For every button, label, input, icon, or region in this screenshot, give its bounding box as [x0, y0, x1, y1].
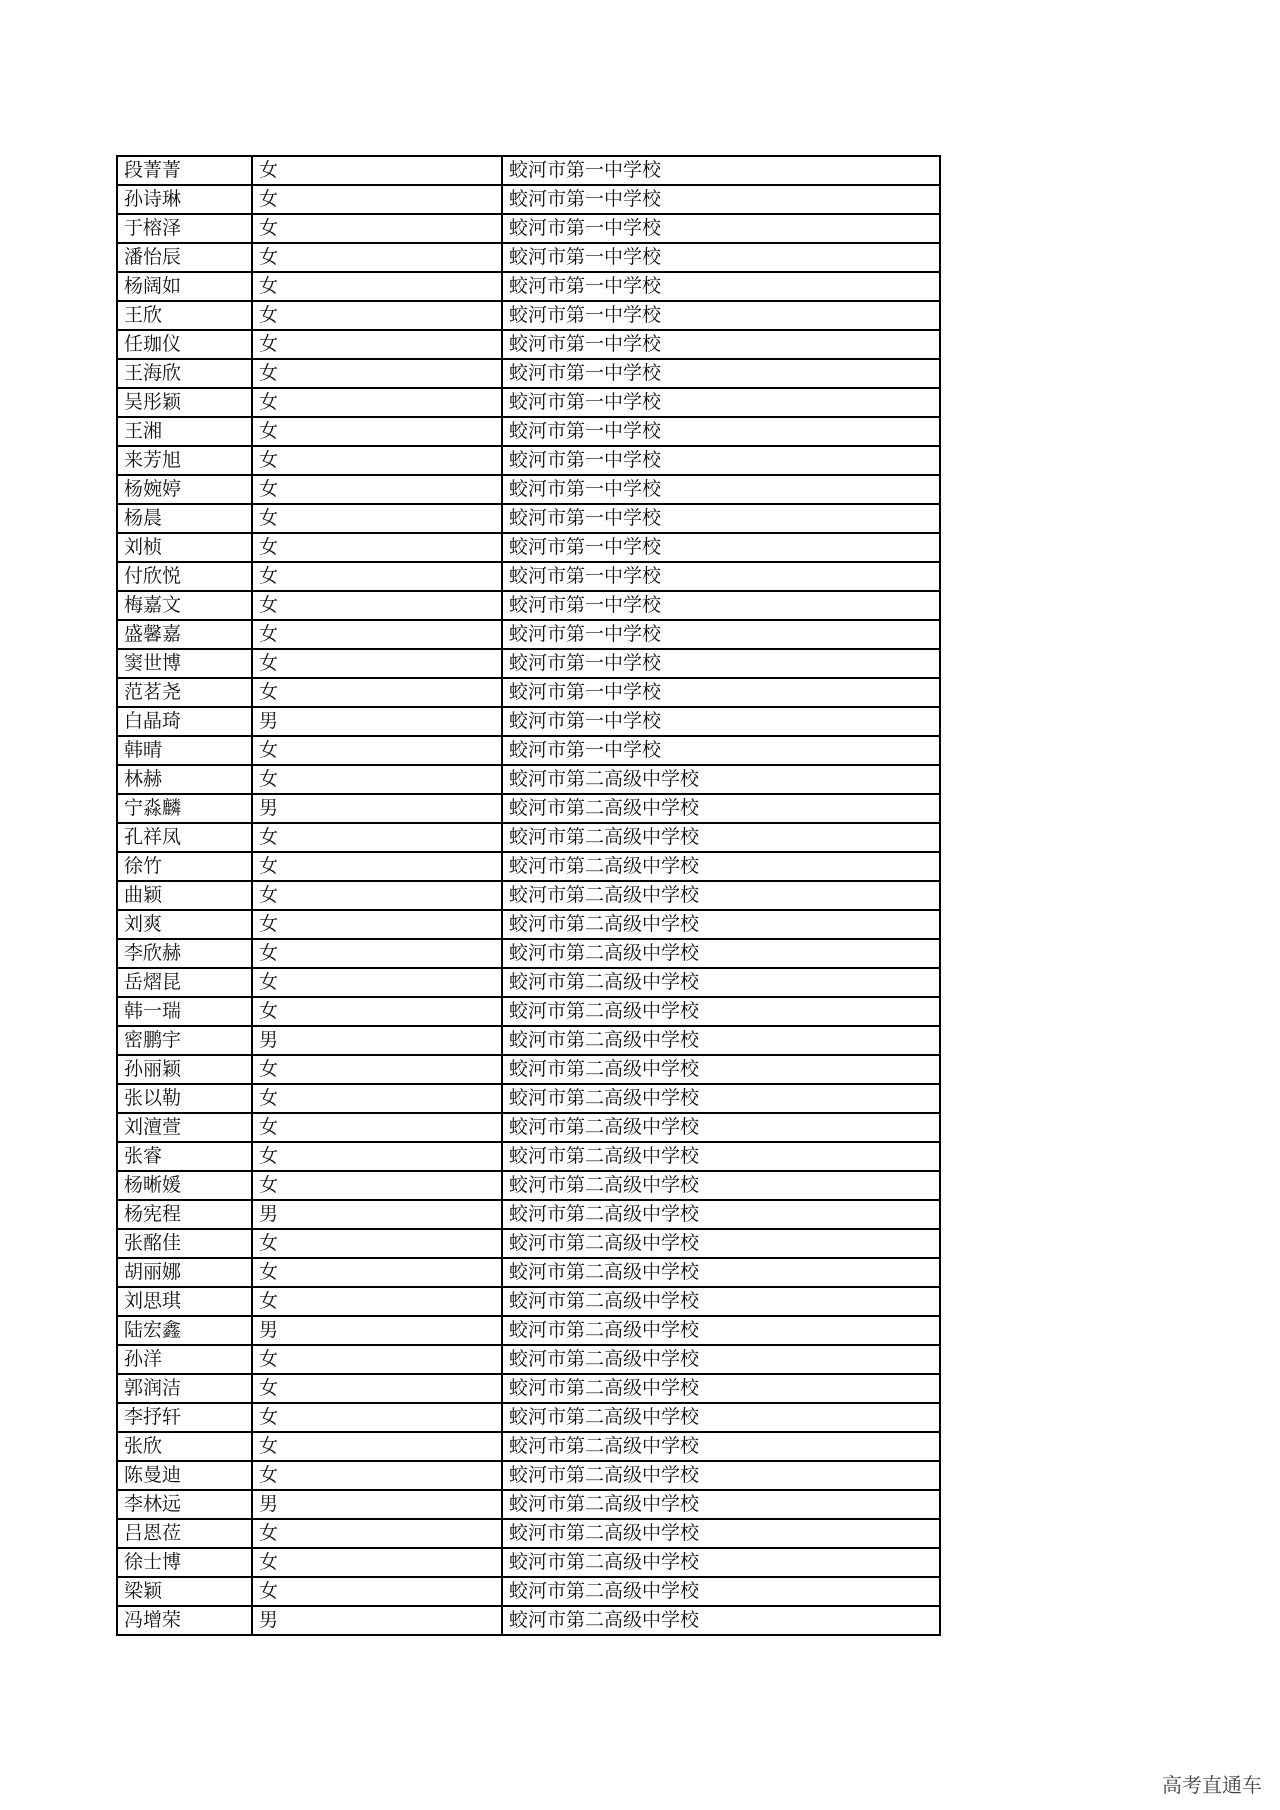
gender-cell: 女 — [252, 968, 502, 997]
gender-cell: 女 — [252, 1548, 502, 1577]
name-cell: 白晶琦 — [117, 707, 252, 736]
name-cell: 李抒轩 — [117, 1403, 252, 1432]
name-cell: 吴彤颖 — [117, 388, 252, 417]
name-cell: 张欣 — [117, 1432, 252, 1461]
watermark-text: 高考直通车 — [1162, 1773, 1262, 1797]
name-cell: 冯增荣 — [117, 1606, 252, 1635]
school-cell: 蛟河市第二高级中学校 — [502, 1316, 940, 1345]
name-cell: 张以勒 — [117, 1084, 252, 1113]
gender-cell: 女 — [252, 446, 502, 475]
gender-cell: 女 — [252, 881, 502, 910]
table-row — [117, 1519, 940, 1548]
school-cell: 蛟河市第一中学校 — [502, 388, 940, 417]
table-row — [117, 475, 940, 504]
table-row — [117, 823, 940, 852]
gender-cell: 女 — [252, 591, 502, 620]
table-row — [117, 504, 940, 533]
gender-cell: 男 — [252, 707, 502, 736]
gender-cell: 女 — [252, 243, 502, 272]
gender-cell: 女 — [252, 1403, 502, 1432]
name-cell: 盛馨嘉 — [117, 620, 252, 649]
table-row — [117, 301, 940, 330]
name-cell: 密鹏宇 — [117, 1026, 252, 1055]
name-cell: 范茗尧 — [117, 678, 252, 707]
school-cell: 蛟河市第二高级中学校 — [502, 910, 940, 939]
gender-cell: 男 — [252, 1316, 502, 1345]
table-row — [117, 1055, 940, 1084]
name-cell: 李林远 — [117, 1490, 252, 1519]
name-cell: 杨阔如 — [117, 272, 252, 301]
table-row — [117, 1171, 940, 1200]
name-cell: 任珈仪 — [117, 330, 252, 359]
table-row — [117, 446, 940, 475]
school-cell: 蛟河市第二高级中学校 — [502, 1200, 940, 1229]
name-cell: 孙洋 — [117, 1345, 252, 1374]
name-cell: 林赫 — [117, 765, 252, 794]
name-cell: 杨婉婷 — [117, 475, 252, 504]
roster-body — [117, 156, 940, 1635]
school-cell: 蛟河市第二高级中学校 — [502, 1084, 940, 1113]
gender-cell: 女 — [252, 1577, 502, 1606]
school-cell: 蛟河市第二高级中学校 — [502, 1113, 940, 1142]
table-row — [117, 1084, 940, 1113]
gender-cell: 女 — [252, 475, 502, 504]
school-cell: 蛟河市第二高级中学校 — [502, 1519, 940, 1548]
name-cell: 张酩佳 — [117, 1229, 252, 1258]
school-cell: 蛟河市第一中学校 — [502, 649, 940, 678]
school-cell: 蛟河市第一中学校 — [502, 301, 940, 330]
name-cell: 郭润洁 — [117, 1374, 252, 1403]
table-row — [117, 1200, 940, 1229]
school-cell: 蛟河市第一中学校 — [502, 272, 940, 301]
school-cell: 蛟河市第一中学校 — [502, 330, 940, 359]
gender-cell: 女 — [252, 214, 502, 243]
school-cell: 蛟河市第二高级中学校 — [502, 1258, 940, 1287]
name-cell: 刘澶萱 — [117, 1113, 252, 1142]
table-row — [117, 852, 940, 881]
name-cell: 付欣悦 — [117, 562, 252, 591]
school-cell: 蛟河市第二高级中学校 — [502, 852, 940, 881]
school-cell: 蛟河市第二高级中学校 — [502, 997, 940, 1026]
table-row — [117, 156, 940, 185]
name-cell: 王欣 — [117, 301, 252, 330]
gender-cell: 男 — [252, 794, 502, 823]
table-row — [117, 388, 940, 417]
table-row — [117, 243, 940, 272]
gender-cell: 女 — [252, 533, 502, 562]
name-cell: 曲颖 — [117, 881, 252, 910]
table-row — [117, 330, 940, 359]
school-cell: 蛟河市第二高级中学校 — [502, 1142, 940, 1171]
table-row — [117, 1113, 940, 1142]
gender-cell: 女 — [252, 1229, 502, 1258]
table-row — [117, 214, 940, 243]
roster-table — [116, 155, 941, 1636]
name-cell: 梁颖 — [117, 1577, 252, 1606]
gender-cell: 女 — [252, 1084, 502, 1113]
gender-cell: 女 — [252, 388, 502, 417]
table-row — [117, 649, 940, 678]
gender-cell: 女 — [252, 1258, 502, 1287]
gender-cell: 女 — [252, 678, 502, 707]
table-row — [117, 678, 940, 707]
school-cell: 蛟河市第二高级中学校 — [502, 1229, 940, 1258]
school-cell: 蛟河市第二高级中学校 — [502, 1432, 940, 1461]
school-cell: 蛟河市第二高级中学校 — [502, 1374, 940, 1403]
table-row — [117, 736, 940, 765]
name-cell: 杨宪程 — [117, 1200, 252, 1229]
gender-cell: 男 — [252, 1490, 502, 1519]
name-cell: 韩晴 — [117, 736, 252, 765]
school-cell: 蛟河市第二高级中学校 — [502, 1606, 940, 1635]
school-cell: 蛟河市第一中学校 — [502, 707, 940, 736]
table-row — [117, 359, 940, 388]
gender-cell: 女 — [252, 359, 502, 388]
gender-cell: 女 — [252, 620, 502, 649]
table-row — [117, 1403, 940, 1432]
table-row — [117, 1345, 940, 1374]
gender-cell: 女 — [252, 1055, 502, 1084]
school-cell: 蛟河市第二高级中学校 — [502, 765, 940, 794]
school-cell: 蛟河市第二高级中学校 — [502, 1403, 940, 1432]
table-row — [117, 1258, 940, 1287]
school-cell: 蛟河市第二高级中学校 — [502, 794, 940, 823]
gender-cell: 女 — [252, 1113, 502, 1142]
school-cell: 蛟河市第二高级中学校 — [502, 1577, 940, 1606]
name-cell: 潘怡辰 — [117, 243, 252, 272]
gender-cell: 女 — [252, 765, 502, 794]
gender-cell: 女 — [252, 997, 502, 1026]
table-row — [117, 765, 940, 794]
table-row — [117, 272, 940, 301]
school-cell: 蛟河市第一中学校 — [502, 185, 940, 214]
table-row — [117, 1577, 940, 1606]
name-cell: 徐士博 — [117, 1548, 252, 1577]
name-cell: 胡丽娜 — [117, 1258, 252, 1287]
gender-cell: 女 — [252, 1461, 502, 1490]
table-row — [117, 881, 940, 910]
gender-cell: 女 — [252, 649, 502, 678]
table-row — [117, 1606, 940, 1635]
table-row — [117, 968, 940, 997]
table-row — [117, 1287, 940, 1316]
name-cell: 刘爽 — [117, 910, 252, 939]
table-row — [117, 1316, 940, 1345]
table-row — [117, 591, 940, 620]
name-cell: 王海欣 — [117, 359, 252, 388]
school-cell: 蛟河市第一中学校 — [502, 156, 940, 185]
name-cell: 孙诗琳 — [117, 185, 252, 214]
table-row — [117, 1026, 940, 1055]
school-cell: 蛟河市第二高级中学校 — [502, 1490, 940, 1519]
name-cell: 于榕泽 — [117, 214, 252, 243]
table-row — [117, 1142, 940, 1171]
gender-cell: 女 — [252, 156, 502, 185]
table-row — [117, 1548, 940, 1577]
table-row — [117, 794, 940, 823]
school-cell: 蛟河市第二高级中学校 — [502, 1026, 940, 1055]
school-cell: 蛟河市第二高级中学校 — [502, 939, 940, 968]
name-cell: 孙丽颖 — [117, 1055, 252, 1084]
gender-cell: 女 — [252, 1432, 502, 1461]
school-cell: 蛟河市第一中学校 — [502, 591, 940, 620]
school-cell: 蛟河市第一中学校 — [502, 620, 940, 649]
name-cell: 段菁菁 — [117, 156, 252, 185]
gender-cell: 女 — [252, 910, 502, 939]
name-cell: 来芳旭 — [117, 446, 252, 475]
table-row — [117, 910, 940, 939]
table-row — [117, 533, 940, 562]
table-row — [117, 1461, 940, 1490]
name-cell: 张睿 — [117, 1142, 252, 1171]
school-cell: 蛟河市第二高级中学校 — [502, 1287, 940, 1316]
school-cell: 蛟河市第一中学校 — [502, 736, 940, 765]
school-cell: 蛟河市第一中学校 — [502, 446, 940, 475]
gender-cell: 男 — [252, 1606, 502, 1635]
school-cell: 蛟河市第一中学校 — [502, 678, 940, 707]
name-cell: 吕恩莅 — [117, 1519, 252, 1548]
school-cell: 蛟河市第二高级中学校 — [502, 881, 940, 910]
table-row — [117, 997, 940, 1026]
gender-cell: 男 — [252, 1200, 502, 1229]
gender-cell: 女 — [252, 1287, 502, 1316]
school-cell: 蛟河市第二高级中学校 — [502, 1055, 940, 1084]
name-cell: 杨晨 — [117, 504, 252, 533]
name-cell: 陆宏鑫 — [117, 1316, 252, 1345]
name-cell: 岳熠昆 — [117, 968, 252, 997]
name-cell: 王湘 — [117, 417, 252, 446]
school-cell: 蛟河市第一中学校 — [502, 504, 940, 533]
gender-cell: 女 — [252, 330, 502, 359]
name-cell: 梅嘉文 — [117, 591, 252, 620]
name-cell: 刘思琪 — [117, 1287, 252, 1316]
name-cell: 刘桢 — [117, 533, 252, 562]
school-cell: 蛟河市第一中学校 — [502, 359, 940, 388]
school-cell: 蛟河市第二高级中学校 — [502, 1171, 940, 1200]
school-cell: 蛟河市第二高级中学校 — [502, 1345, 940, 1374]
gender-cell: 女 — [252, 504, 502, 533]
gender-cell: 女 — [252, 1519, 502, 1548]
school-cell: 蛟河市第二高级中学校 — [502, 1461, 940, 1490]
table-row — [117, 939, 940, 968]
name-cell: 杨晰媛 — [117, 1171, 252, 1200]
name-cell: 徐竹 — [117, 852, 252, 881]
name-cell: 孔祥凤 — [117, 823, 252, 852]
name-cell: 陈曼迪 — [117, 1461, 252, 1490]
school-cell: 蛟河市第二高级中学校 — [502, 1548, 940, 1577]
school-cell: 蛟河市第二高级中学校 — [502, 823, 940, 852]
school-cell: 蛟河市第一中学校 — [502, 417, 940, 446]
table-row — [117, 185, 940, 214]
name-cell: 宁淼麟 — [117, 794, 252, 823]
name-cell: 窦世博 — [117, 649, 252, 678]
table-row — [117, 1229, 940, 1258]
school-cell: 蛟河市第一中学校 — [502, 562, 940, 591]
table-row — [117, 1374, 940, 1403]
gender-cell: 女 — [252, 417, 502, 446]
gender-cell: 女 — [252, 562, 502, 591]
gender-cell: 男 — [252, 1026, 502, 1055]
gender-cell: 女 — [252, 272, 502, 301]
gender-cell: 女 — [252, 1142, 502, 1171]
gender-cell: 女 — [252, 1374, 502, 1403]
table-row — [117, 620, 940, 649]
school-cell: 蛟河市第一中学校 — [502, 214, 940, 243]
school-cell: 蛟河市第一中学校 — [502, 243, 940, 272]
table-row — [117, 1490, 940, 1519]
name-cell: 韩一瑞 — [117, 997, 252, 1026]
gender-cell: 女 — [252, 939, 502, 968]
gender-cell: 女 — [252, 736, 502, 765]
gender-cell: 女 — [252, 852, 502, 881]
school-cell: 蛟河市第一中学校 — [502, 475, 940, 504]
gender-cell: 女 — [252, 301, 502, 330]
gender-cell: 女 — [252, 185, 502, 214]
table-row — [117, 707, 940, 736]
table-row — [117, 562, 940, 591]
gender-cell: 女 — [252, 823, 502, 852]
school-cell: 蛟河市第一中学校 — [502, 533, 940, 562]
gender-cell: 女 — [252, 1171, 502, 1200]
name-cell: 李欣赫 — [117, 939, 252, 968]
table-row — [117, 1432, 940, 1461]
school-cell: 蛟河市第二高级中学校 — [502, 968, 940, 997]
table-row — [117, 417, 940, 446]
gender-cell: 女 — [252, 1345, 502, 1374]
